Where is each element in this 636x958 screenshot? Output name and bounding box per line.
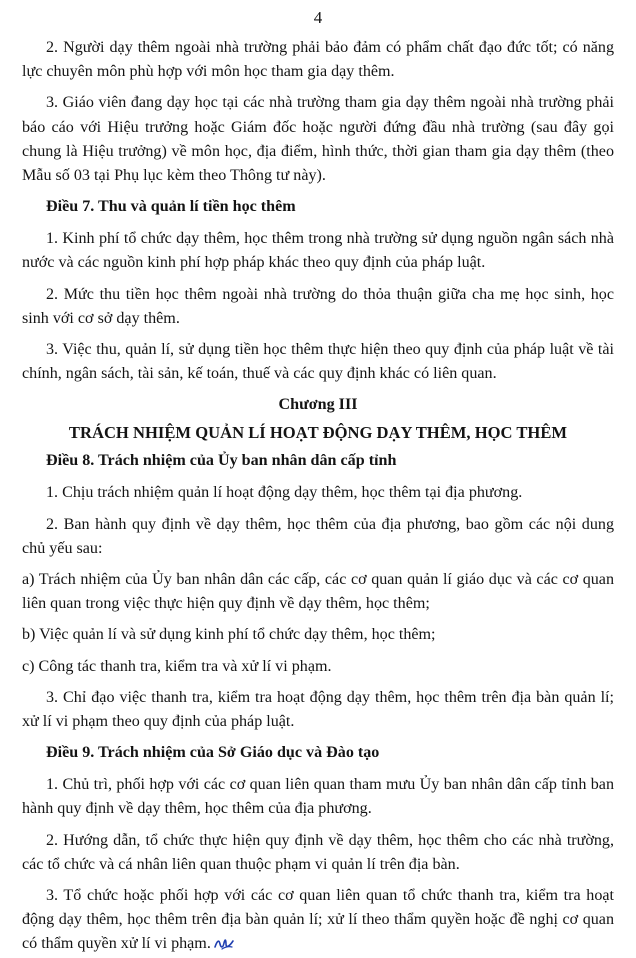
- article-7-item-3: 3. Việc thu, quản lí, sử dụng tiền học thêm thực hiện theo quy định của pháp luật về tài chính, ngân sách, tài sản, kế toán, thuế và các quy định khác có liên quan.: [22, 341, 614, 383]
- article-8-heading: Điều 8. Trách nhiệm của Ủy ban nhân dân cấp tỉnh: [46, 452, 397, 470]
- article-8-sub-c: c) Công tác thanh tra, kiểm tra và xử lí vi phạm.: [22, 657, 332, 675]
- article-8-item-2: 2. Ban hành quy định về dạy thêm, học thêm của địa phương, bao gồm các nội dung chủ yếu sau:: [22, 515, 614, 557]
- paragraph: 3. Giáo viên đang dạy học tại các nhà trường tham gia dạy thêm ngoài nhà trường phải báo cáo với Hiệu trưởng hoặc Giám đốc hoặc người đứng đầu nhà trường (sau đây gọi chung là Hiệu trưởng) về môn học, địa điểm, hình thức, thời gian tham gia dạy thêm (theo Mẫu số 03 tại Phụ lục kèm theo Thông tư này).: [22, 94, 614, 185]
- article-9-heading: Điều 9. Trách nhiệm của Sở Giáo dục và Đào tạo: [46, 744, 380, 762]
- article-8-item-1: 1. Chịu trách nhiệm quản lí hoạt động dạy thêm, học thêm tại địa phương.: [46, 484, 523, 502]
- article-9-item-2: 2. Hướng dẫn, tổ chức thực hiện quy định về dạy thêm, học thêm cho các nhà trường, các tổ chức và cá nhân liên quan thuộc phạm vi quản lí trên địa bàn.: [22, 831, 614, 873]
- article-8-sub-a: a) Trách nhiệm của Ủy ban nhân dân các cấp, các cơ quan quản lí giáo dục và các cơ quan liên quan trong việc thực hiện quy định về dạy thêm, học thêm;: [22, 571, 614, 613]
- article-8-sub-b: b) Việc quản lí và sử dụng kinh phí tổ chức dạy thêm, học thêm;: [22, 626, 436, 644]
- article-9-item-1: 1. Chủ trì, phối hợp với các cơ quan liên quan tham mưu Ủy ban nhân dân cấp tỉnh ban hành quy định về dạy thêm, học thêm của địa phương.: [22, 776, 614, 818]
- article-7-item-1: 1. Kinh phí tổ chức dạy thêm, học thêm trong nhà trường sử dụng nguồn ngân sách nhà nước và các nguồn kinh phí hợp pháp khác theo quy định của pháp luật.: [22, 230, 614, 272]
- article-8-item-3: 3. Chỉ đạo việc thanh tra, kiểm tra hoạt động dạy thêm, học thêm trên địa bàn quản lí; xử lí vi phạm theo quy định của pháp luật.: [22, 688, 614, 731]
- article-7-heading: Điều 7. Thu và quản lí tiền học thêm: [46, 198, 296, 216]
- article-9-last-item: [22, 884, 614, 957]
- paragraph: 2. Người dạy thêm ngoài nhà trường phải bảo đảm có phẩm chất đạo đức tốt; có năng lực chuyên môn phù hợp với môn học tham gia dạy thêm.: [22, 39, 614, 81]
- article-7-item-2: 2. Mức thu tiền học thêm ngoài nhà trường do thỏa thuận giữa cha mẹ học sinh, học sinh với cơ sở dạy thêm.: [22, 285, 614, 327]
- chapter-title: TRÁCH NHIỆM QUẢN LÍ HOẠT ĐỘNG DẠY THÊM, HỌC THÊM: [68, 423, 568, 443]
- article-9-item-3: 3. Tổ chức hoặc phối hợp với các cơ quan liên quan tổ chức thanh tra, kiểm tra hoạt động dạy thêm, học thêm trên địa bàn quản lí; xử lí theo thẩm quyền hoặc đề nghị cơ quan có thẩm quyền xử lí vi phạm.: [22, 887, 614, 953]
- page-number: 4: [313, 8, 323, 27]
- handwritten-initial-icon: [213, 935, 235, 951]
- chapter-label: Chương III: [278, 396, 358, 414]
